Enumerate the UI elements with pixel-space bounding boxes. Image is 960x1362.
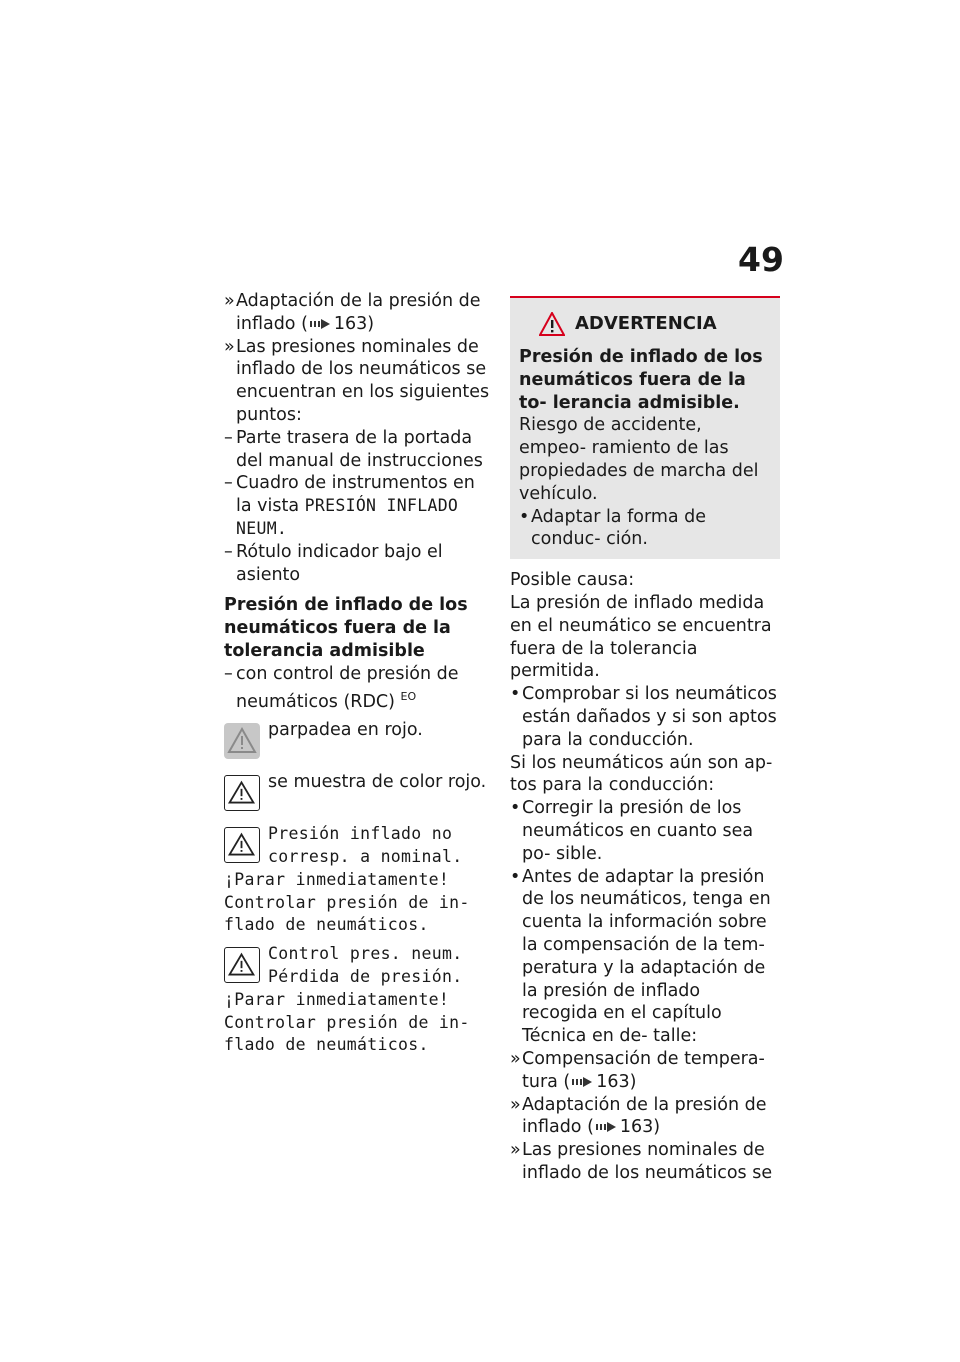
indicator-row [224, 719, 494, 765]
warning-triangle-icon [224, 827, 260, 863]
cause-text: La presión de inflado medida en el neumático se encuentra fuera de la tolerancia permitida. [510, 592, 772, 682]
cause-label: Posible causa: [510, 570, 635, 591]
list-item: » Las presiones nominales de inflado de los neumáticos se [510, 1140, 773, 1183]
indicator-row [224, 771, 494, 817]
dash-item-text: Cuadro de instrumentos en la vista [236, 473, 475, 517]
warning-triangle-icon [539, 312, 565, 336]
warning-title: ADVERTENCIA [575, 312, 717, 334]
dash-item: – con control de presión de neumáticos (RDC) $^{EO}$ [224, 663, 459, 712]
section-heading: Presión de inflado de los neumáticos fuera de la tolerancia admisible [224, 595, 468, 661]
bullet-text: Comprobar si los neumáticos están dañados y si son aptos para la conducción. [522, 684, 777, 750]
bullet-text: Corregir la presión de los neumáticos en cuanto sea po- sible. [522, 798, 754, 864]
warning-heading: Presión de inflado de los neumáticos fuera de la to- lerancia admisible. [519, 347, 763, 413]
page-reference-arrow-icon [572, 1076, 594, 1088]
list-item-text: Las presiones nominales de inflado de los neumáticos se [522, 1140, 773, 1183]
chevron-mark: » [224, 336, 235, 357]
display-message: Control pres. neum. Pérdida de presión. ¡Parar inmediatamente! Controlar presión de in- flado de neumáticos. [224, 944, 470, 1055]
warning-triangle-icon [224, 723, 260, 759]
footnote-mark: EO [400, 689, 417, 703]
right-column [510, 296, 780, 1185]
paragraph: Si los neumáticos aún son ap- tos para la conducción: [510, 752, 773, 796]
list-item: » Compensación de tempera- tura ( 163) [510, 1048, 765, 1092]
left-column [224, 290, 494, 1057]
warning-header [539, 312, 772, 336]
display-message: PRESIÓN INFLADO NEUM. [236, 496, 459, 538]
page-reference[interactable]: 163) [619, 1117, 661, 1138]
list-item [224, 290, 494, 336]
list-item: » Adaptación de la presión de inflado ( 163) [510, 1094, 767, 1138]
list-item [224, 336, 494, 427]
bullet-item: • Antes de adaptar la presión de los neumáticos, tenga en cuenta la información sobre la compensación de la tem- peratura y la adaptación de la presión de inflado recogida en el capítulo Técnica en de- talle: [510, 866, 771, 1047]
list-item-text: Adaptación de la presión de inflado ( [236, 291, 481, 334]
display-message-block [224, 943, 494, 1057]
bullet-text: Antes de adaptar la presión de los neumáticos, tenga en cuenta la información sobre la compensación de la tem- peratura y la adaptación de la presión de inflado recogida en el capítulo Técnica en de- talle: [522, 866, 771, 1047]
warning-box [510, 296, 780, 559]
warning-bullet-text: Adaptar la forma de conduc- ción. [531, 506, 707, 550]
page-reference[interactable]: 163) [333, 313, 375, 334]
dash-item-text: con control de presión de neumáticos (RDC) [236, 663, 459, 712]
indicator-text: se muestra de color rojo. [268, 772, 487, 793]
warning-body: Riesgo de accidente, empeo- ramiento de las propiedades de marcha del vehículo. [519, 415, 759, 504]
list-item-text: Compensación de tempera- tura ( [522, 1048, 765, 1092]
page-reference[interactable]: 163) [596, 1071, 637, 1092]
warning-triangle-icon [224, 947, 260, 983]
bullet-item: • Corregir la presión de los neumáticos en cuanto sea po- sible. [510, 798, 754, 864]
dash-item: – Cuadro de instrumentos en la vista PRESIÓN INFLADO NEUM. [224, 473, 475, 538]
list-item-text: Adaptación de la presión de inflado ( [522, 1094, 767, 1138]
dash-item-text: Rótulo indicador bajo el asiento [236, 541, 443, 585]
warning-triangle-icon [224, 775, 260, 811]
page-reference-arrow-icon [596, 1121, 618, 1133]
display-message: Presión inflado no corresp. a nominal. ¡Parar inmediatamente! Controlar presión de in- flado de neumáticos. [224, 824, 470, 935]
chevron-mark: » [224, 291, 235, 311]
bullet-item: • Comprobar si los neumáticos están dañados y si son aptos para la conducción. [510, 684, 777, 750]
display-message-block [224, 823, 494, 937]
page-number: 49 [738, 240, 784, 279]
dash-item: – Parte trasera de la portada del manual de instrucciones [224, 427, 483, 471]
page-reference-arrow-icon [310, 318, 332, 330]
indicator-text: parpadea en rojo. [268, 720, 423, 741]
dash-item-text: Parte trasera de la portada del manual de instrucciones [236, 427, 483, 471]
warning-bullet: • Adaptar la forma de conduc- ción. [519, 506, 707, 550]
list-item-text: Las presiones nominales de inflado de los neumáticos se encuentran en los siguientes puntos: [236, 336, 490, 425]
dash-item: – Rótulo indicador bajo el asiento [224, 541, 443, 585]
